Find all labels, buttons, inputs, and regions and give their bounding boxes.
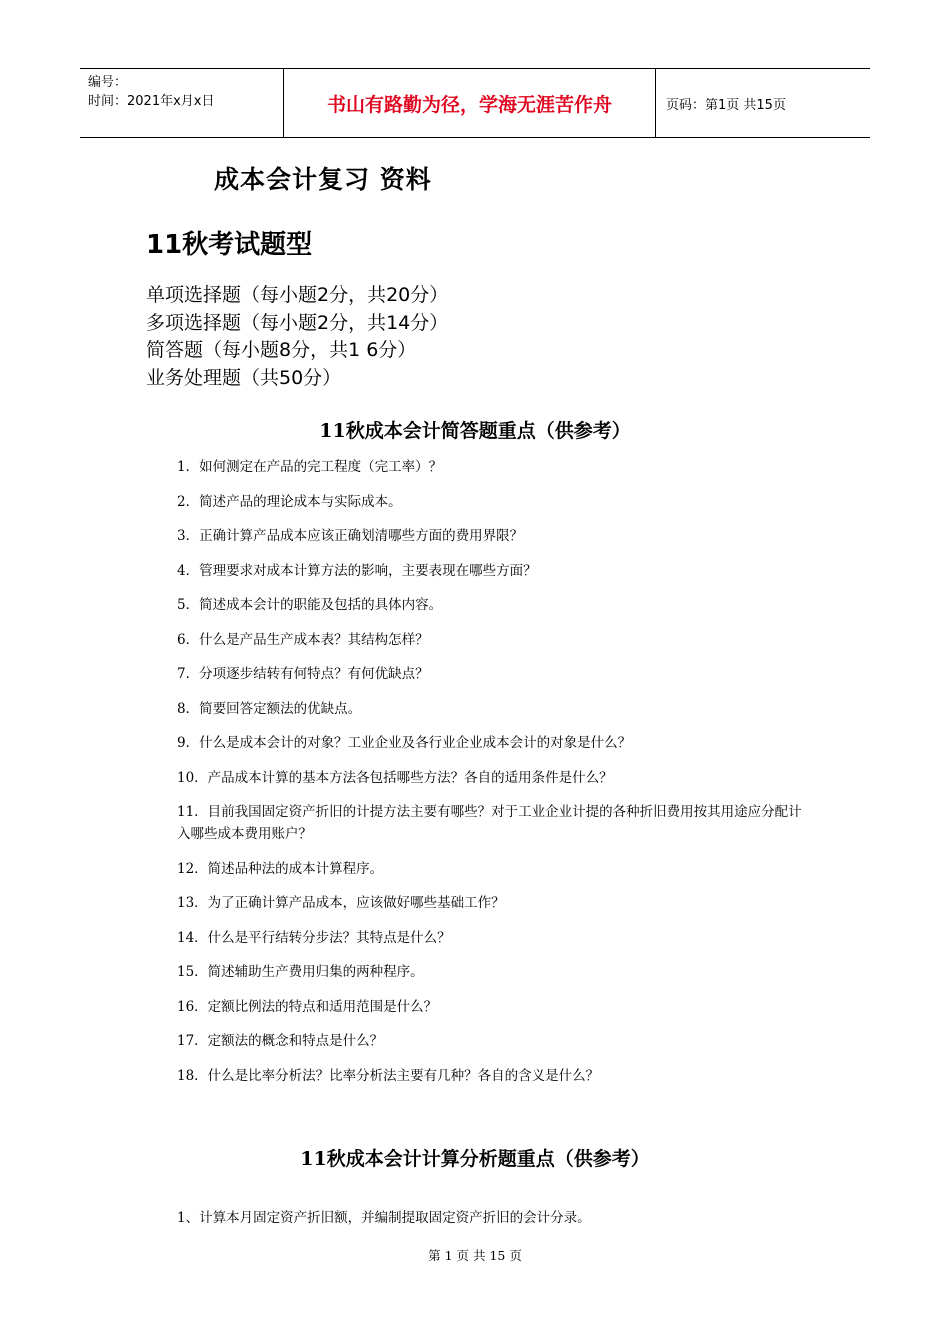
short-answer-heading: 11秋成本会计简答题重点（供参考） [319, 420, 631, 442]
short-answer-question-list [177, 456, 807, 1099]
question-item: 13．为了正确计算产品成本，应该做好哪些基础工作？ [177, 895, 505, 911]
page-header [80, 68, 870, 138]
question-item: 18．什么是比率分析法？比率分析法主要有几种？各自的含义是什么？ [177, 1067, 600, 1084]
calculation-heading: 11秋成本会计计算分析题重点（供参考） [300, 1148, 650, 1170]
header-time-label: 时间：2021年x月x日 [88, 94, 215, 109]
question-item: 4．管理要求对成本计算方法的影响，主要表现在哪些方面？ [177, 562, 537, 579]
question-item: 10．产品成本计算的基本方法各包括哪些方法？各自的适用条件是什么？ [177, 769, 613, 786]
question-item: 6．什么是产品生产成本表？其结构怎样？ [177, 631, 429, 648]
question-item: 12．简述品种法的成本计算程序。 [177, 860, 384, 877]
question-item: 1．如何测定在产品的完工程度（完工率）？ [177, 459, 443, 475]
question-item: 16．定额比例法的特点和适用范围是什么？ [177, 998, 438, 1015]
header-motto: 书山有路勤为径，学海无涯苦作舟 [283, 69, 656, 137]
document-title: 成本会计复习 资料 [214, 165, 432, 194]
exam-type-item: 多项选择题（每小题2分，共14分） [146, 311, 449, 334]
question-item: 14．什么是平行结转分步法？其特点是什么？ [177, 929, 451, 946]
question-item: 11．目前我国固定资产折旧的计提方法主要有哪些？对于工业企业计提的各种折旧费用按其用途应分配计入哪些成本费用账户？ [177, 804, 802, 842]
question-item: 9．什么是成本会计的对象？工业企业及各行业企业成本会计的对象是什么？ [177, 735, 632, 751]
calculation-item: 1、计算本月固定资产折旧额，并编制提取固定资产折旧的会计分录。 [177, 1210, 591, 1226]
question-item: 8．简要回答定额法的优缺点。 [177, 700, 362, 717]
question-item: 17．定额法的概念和特点是什么？ [177, 1033, 384, 1049]
header-meta [80, 69, 283, 137]
question-item: 15．简述辅助生产费用归集的两种程序。 [177, 964, 424, 980]
exam-type-item: 单项选择题（每小题2分，共20分） [146, 284, 449, 306]
exam-types-list [146, 282, 448, 392]
question-item: 3．正确计算产品成本应该正确划清哪些方面的费用界限？ [177, 528, 524, 544]
page-footer: 第 1 页 共 15 页 [428, 1248, 522, 1263]
question-item: 5．简述成本会计的职能及包括的具体内容。 [177, 597, 443, 613]
question-item: 7．分项逐步结转有何特点？有何优缺点？ [177, 666, 429, 682]
exam-types-heading: 11秋考试题型 [146, 230, 313, 260]
exam-type-item: 业务处理题（共50分） [146, 366, 342, 389]
header-number-label: 编号： [88, 75, 128, 90]
header-page-label: 页码：第1页 共15页 [666, 97, 786, 113]
exam-type-item: 简答题（每小题8分，共1 6分） [146, 339, 417, 361]
question-item: 2．简述产品的理论成本与实际成本。 [177, 493, 402, 510]
